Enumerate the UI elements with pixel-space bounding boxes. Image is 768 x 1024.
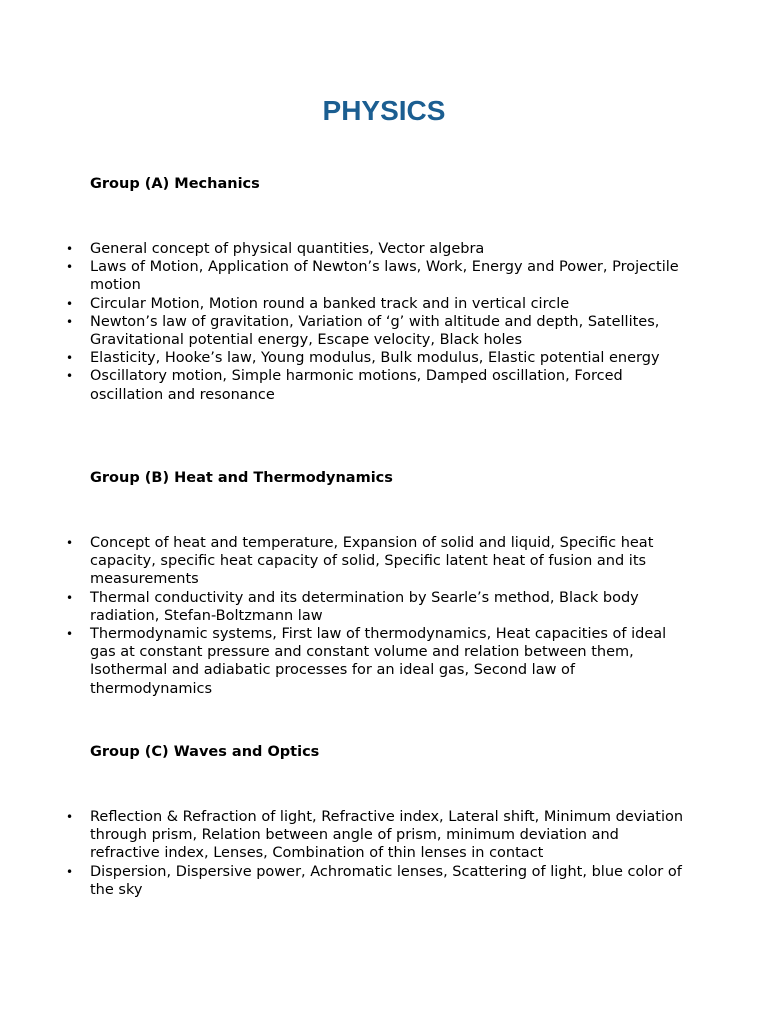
bullet-icon: •: [66, 536, 74, 550]
page-title: PHYSICS: [322, 95, 446, 126]
section-list-mechanics: [66, 240, 690, 404]
list-item: [66, 808, 690, 863]
list-item: [66, 258, 690, 294]
list-item: [66, 295, 690, 313]
section-list-heat-thermodynamics: [66, 534, 690, 698]
list-item-text: Circular Motion, Motion round a banked track and in vertical circle: [90, 295, 570, 312]
bullet-icon: •: [66, 864, 74, 879]
list-item: [66, 534, 690, 589]
section-heading-mechanics: Group (A) Mechanics: [90, 176, 260, 192]
bullet-icon: •: [66, 369, 74, 384]
list-item-text: Reflection & Refraction of light, Refractive index, Lateral shift, Minimum deviation through prism, Relation between angle of prism, minimum deviation and refractive index, Lenses, Combination of thin lenses in contact: [90, 809, 684, 862]
list-item-text: Concept of heat and temperature, Expansion of solid and liquid, Specific heat capacity, specific heat capacity of solid, Specific latent heat of fusion and its measurements: [90, 535, 654, 588]
list-item: [66, 349, 690, 367]
bullet-icon: •: [66, 810, 74, 824]
bullet-icon: •: [66, 296, 74, 311]
bullet-icon: •: [66, 314, 74, 329]
section-heading-heat-thermodynamics: Group (B) Heat and Thermodynamics: [90, 470, 393, 486]
list-item-text: Laws of Motion, Application of Newton’s laws, Work, Energy and Power, Projectile motion: [90, 259, 679, 294]
list-item-text: Thermal conductivity and its determination by Searle’s method, Black body radiation, Stefan-Boltzmann law: [90, 589, 639, 624]
section-heading-waves-optics: Group (C) Waves and Optics: [90, 744, 320, 760]
list-item-text: Thermodynamic systems, First law of thermodynamics, Heat capacities of ideal gas at constant pressure and constant volume and relation between them, Isothermal and adiabatic processes for an ideal gas, Second law of thermodynamics: [90, 626, 667, 697]
list-item-text: Elasticity, Hooke’s law, Young modulus, Bulk modulus, Elastic potential energy: [90, 350, 660, 367]
list-item: [66, 589, 690, 625]
bullet-icon: •: [66, 627, 74, 642]
list-item: [66, 367, 690, 403]
list-item-text: Newton’s law of gravitation, Variation of ‘g’ with altitude and depth, Satellites, Gravitational potential energy, Escape velocity, Black holes: [90, 313, 660, 349]
list-item: [66, 240, 690, 258]
list-item: [66, 313, 690, 349]
bullet-icon: •: [66, 590, 74, 605]
list-item: [66, 863, 690, 899]
list-item-text: Oscillatory motion, Simple harmonic motions, Damped oscillation, Forced oscillation and resonance: [90, 368, 623, 403]
bullet-icon: •: [66, 242, 74, 256]
bullet-icon: •: [66, 351, 74, 366]
list-item: [66, 625, 690, 698]
section-list-waves-optics: [66, 808, 690, 899]
list-item-text: Dispersion, Dispersive power, Achromatic lenses, Scattering of light, blue color of the sky: [90, 863, 682, 898]
list-item-text: General concept of physical quantities, Vector algebra: [90, 241, 485, 257]
bullet-icon: •: [66, 260, 74, 275]
